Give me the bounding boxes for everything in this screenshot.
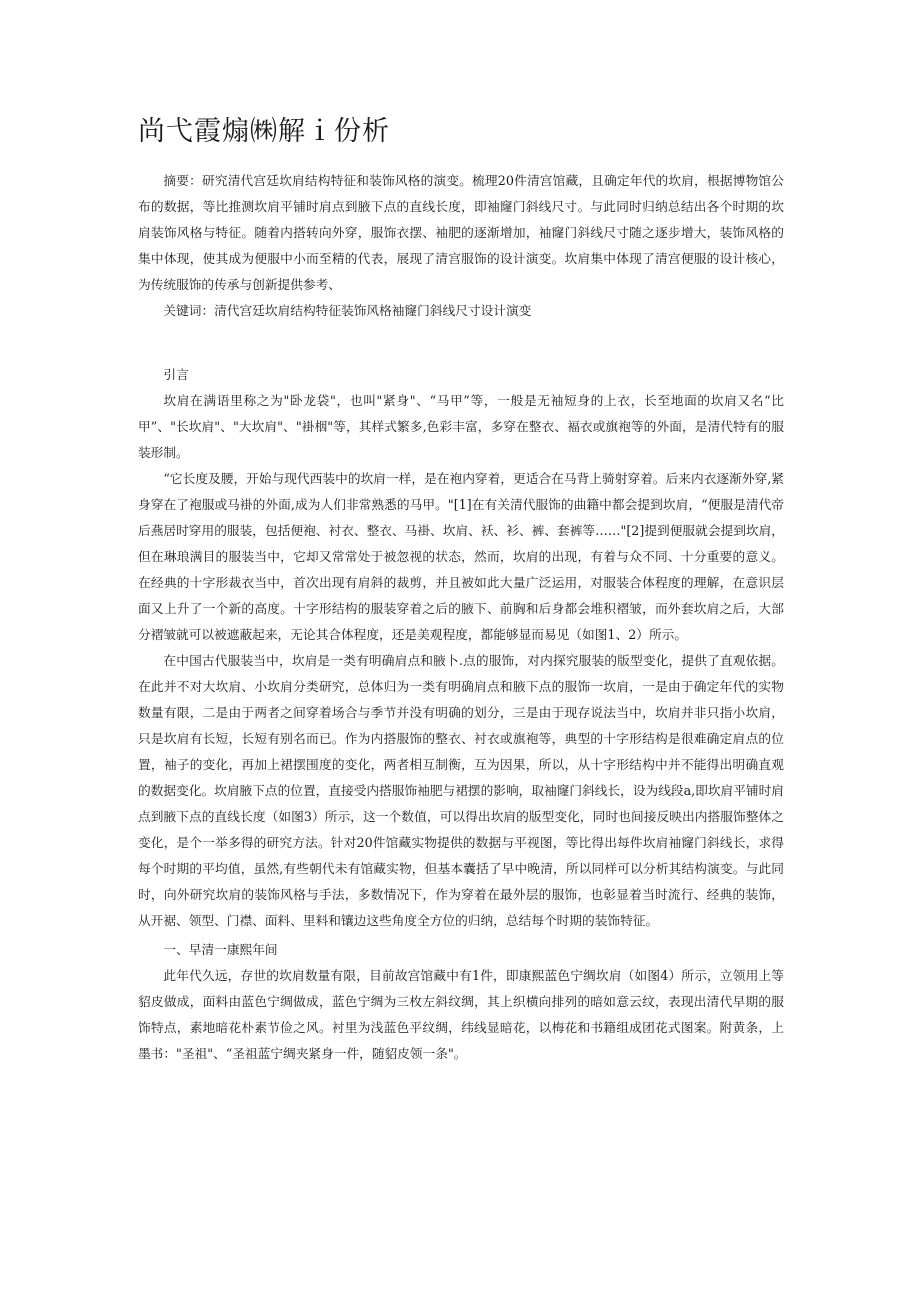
section-heading-early-qing: 一、早清一康熙年间: [163, 942, 278, 957]
section-paragraph-kangxi: 此年代久远，存世的坎肩数量有限，目前故宫馆藏中有1件，即康熙蓝色宁绸坎肩（如图4）所示，立领用上等貂皮做成，面料由蓝色宁绸做成，蓝色宁绸为三枚左斜纹绸，其上织横向排列的暗如意云纹，表现出清代早期的服饰特点，素地暗花朴素节俭之风。衬里为浅蓝色平纹绸，纬线显暗花，以梅花和书籍组成团花式图案。附黄条，上墨书："圣祖"、“圣祖蓝宁绸夹紧身一件，随貂皮领一条"。: [138, 968, 784, 1061]
body-paragraph-3: 在中国古代服装当中，坎肩是一类有明确肩点和腋卜.点的服饰，对内探究服装的版型变化，提供了直观依据。在此并不对大坎肩、小坎肩分类研究，总体归为一类有明确肩点和腋下点的服饰一坎肩，一是由于确定年代的实物数量有限，二是由于两者之间穿着场合与季节并没有明确的划分，三是由于现存说法当中，坎肩并非只指小坎肩，只是坎肩有长短，长短有别名而已。作为内搭服饰的整衣、衬衣或旗袍等，典型的十字形结构是很难确定肩点的位置，袖子的变化，再加上裙摆围度的变化，两者相互制衡，互为因果，所以，从十字形结构中并不能得出明确直观的数据变化。坎肩腋下点的位置，直接受内搭服饰袖肥与裙摆的影响，取袖窿门斜线长，设为线段a,即坎肩平铺时肩点到腋下点的直线长度（如图3）所示，这一个数值，可以得出坎肩的版型变化，同时也间接反映出内搭服饰整体之变化，是个一举多得的研究方法。针对20件馆藏实物提供的数据与平视图，等比得出每件坎肩袖窿门斜线长，求得每个时期的平均值，虽然,有些朝代未有馆藏实物，但基本囊括了早中晚清，所以同样可以分析其结构演变。与此同时，向外研究坎肩的装饰风格与手法，多数情况下，作为穿着在最外层的服饰，也彰显着当时流行、经典的装饰，从开裾、领型、门襟、面料、里料和镶边这些角度全方位的归纳，总结每个时期的装饰特征。: [138, 653, 784, 928]
document-title: 尚弋霞煽㈱解ｉ份析: [138, 116, 390, 147]
abstract-paragraph: 摘要：研究清代宫廷坎肩结构特征和装饰风格的演变。梳理20件清宫馆藏，且确定年代的坎肩，根据博物馆公布的数据，等比推测坎肩平铺时肩点到腋下点的直线长度，即袖窿门斜线尺寸。与此同时归纳总结出各个时期的坎肩装饰风格与特征。随着内搭转向外穿，服饰衣摆、袖肥的逐渐增加，袖窿门斜线尺寸随之逐步增大，装饰风格的集中体现，使其成为便服中小而至精的代表，展现了清宫服饰的设计演变。坎肩集中体现了清宫便服的设计核心，为传统服饰的传承与创新提供参考、: [138, 173, 784, 292]
keywords-paragraph: 关键词：清代宫廷坎肩结构特征装饰风格袖窿门斜线尺寸设计演变: [163, 303, 532, 318]
introduction-heading: 引言: [163, 367, 189, 382]
body-paragraph-2: “它长度及腰，开始与现代西装中的坎肩一样，是在袍内穿着，更适合在马背上骑射穿着。后来内衣逐渐外穿,紧身穿在了袍服或马褂的外面,成为人们非常熟悉的马甲。"[1]在有关清代服饰的曲籍中都会提到坎肩，“便服是清代帝后燕居时穿用的服装，包括便袍、衬衣、整衣、马褂、坎肩、袄、衫、裤、套裤等……"[2]提到便服就会提到坎肩，但在琳琅满目的服装当中，它却又常常处于被忽视的状态，然而，坎肩的出现，有着与众不同、十分重要的意义。在经典的十字形裁衣当中，首次出现有肩斜的裁剪，并且被如此大量广泛运用，对服装合体程度的理解，在意识层面又上升了一个新的高度。十字形结构的服装穿着之后的腋下、前胸和后身都会堆积褶皱，而外套坎肩之后，大部分褶皱就可以被遮蔽起来，无论其合体程度，还是美观程度，都能够显而易见（如图1、2）所示。: [138, 471, 784, 642]
document-page: [138, 112, 784, 1067]
body-paragraph-1: 坎肩在满语里称之为"卧龙袋"，也叫"紧身"、“马甲”等，一般是无袖短身的上衣，长至地面的坎肩又名“比甲”、"长坎肩"、"大坎肩"、"褂栶"等，其样式繁多,色彩丰富，多穿在整衣、褔衣或旗袍等的外面，是清代特有的服装形制。: [138, 393, 784, 460]
